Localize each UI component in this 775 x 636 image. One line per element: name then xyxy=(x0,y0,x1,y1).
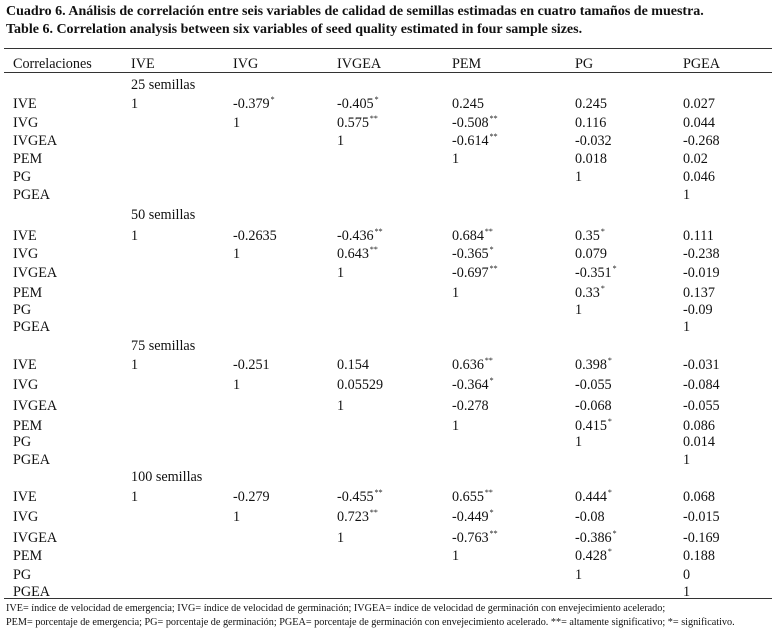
cell-value: -0.055 xyxy=(575,377,612,393)
cell-value: 1 xyxy=(337,530,345,546)
header-ive: IVE xyxy=(131,56,155,72)
table-cell xyxy=(452,357,493,373)
table-cell xyxy=(233,357,270,373)
table-cell xyxy=(337,398,344,414)
cell-value: 0.398 xyxy=(575,357,607,373)
table-cell xyxy=(337,530,344,546)
cell-value: -0.251 xyxy=(233,357,270,373)
cell-value: 1 xyxy=(575,169,583,185)
row-label-ivg: IVG xyxy=(13,377,39,393)
header-rule xyxy=(4,72,772,73)
cell-value: 1 xyxy=(131,357,139,373)
row-label-ive: IVE xyxy=(13,228,37,244)
cell-value: -0.238 xyxy=(683,246,720,262)
table-cell xyxy=(683,133,720,149)
table-cell xyxy=(575,418,612,434)
table-cell xyxy=(452,285,459,301)
table-cell xyxy=(452,489,493,505)
table-cell xyxy=(337,115,378,131)
significance-mark: * xyxy=(607,356,612,365)
row-label-pgea: PGEA xyxy=(13,452,51,468)
table-cell xyxy=(683,357,720,373)
table-cell xyxy=(452,133,498,149)
cell-value: -0.032 xyxy=(575,133,612,149)
table-cell xyxy=(337,246,378,262)
cell-value: 1 xyxy=(683,452,691,468)
cell-value: 1 xyxy=(452,151,460,167)
table-cell xyxy=(683,187,690,203)
table-cell xyxy=(683,169,715,185)
caption-english: Table 6. Correlation analysis between six variables of seed quality estimated in four sample sizes. xyxy=(6,22,583,37)
cell-value: 1 xyxy=(452,548,460,564)
cell-value: 0.018 xyxy=(575,151,607,167)
significance-mark: ** xyxy=(369,114,378,123)
header-pgea: PGEA xyxy=(683,56,721,72)
significance-mark: * xyxy=(489,245,494,254)
table-cell xyxy=(452,509,494,525)
row-label-ivg: IVG xyxy=(13,509,39,525)
table-cell xyxy=(233,115,240,131)
significance-mark: ** xyxy=(369,245,378,254)
table-cell xyxy=(683,584,690,600)
row-label-pg: PG xyxy=(13,169,32,185)
table-cell xyxy=(452,246,494,262)
row-label-pgea: PGEA xyxy=(13,187,51,203)
cell-value: 0.137 xyxy=(683,285,715,301)
significance-mark: * xyxy=(607,547,612,556)
header-ivgea: IVGEA xyxy=(337,56,382,72)
row-label-ivg: IVG xyxy=(13,246,39,262)
cell-value: 0.245 xyxy=(452,96,484,112)
significance-mark: * xyxy=(600,227,605,236)
cell-value: -0.268 xyxy=(683,133,720,149)
cell-value: -0.019 xyxy=(683,265,720,281)
table-cell xyxy=(233,489,270,505)
significance-mark: * xyxy=(612,264,617,273)
header-correlaciones: Correlaciones xyxy=(13,56,92,72)
cell-value: -0.08 xyxy=(575,509,605,525)
table-cell xyxy=(452,398,489,414)
cell-value: -0.386 xyxy=(575,530,612,546)
cell-value: -0.015 xyxy=(683,509,720,525)
bottom-rule xyxy=(4,598,772,599)
group-title: 25 semillas xyxy=(131,77,196,93)
table-cell xyxy=(683,96,715,112)
significance-mark: * xyxy=(612,529,617,538)
cell-value: 1 xyxy=(337,133,345,149)
group-title: 75 semillas xyxy=(131,338,196,354)
row-label-pem: PEM xyxy=(13,285,43,301)
table-cell xyxy=(575,246,607,262)
significance-mark: ** xyxy=(374,488,383,497)
table-cell xyxy=(683,567,690,583)
cell-value: 0.116 xyxy=(575,115,607,131)
significance-mark: ** xyxy=(484,488,493,497)
table-cell xyxy=(131,357,138,373)
cell-value: 0.245 xyxy=(575,96,607,112)
cell-value: -0.365 xyxy=(452,246,489,262)
table-caption xyxy=(6,3,772,39)
table-cell xyxy=(337,489,383,505)
table-cell xyxy=(131,228,138,244)
cell-value: 0.575 xyxy=(337,115,369,131)
table-cell xyxy=(575,530,617,546)
row-label-ive: IVE xyxy=(13,96,37,112)
cell-value: 1 xyxy=(131,96,139,112)
table-cell xyxy=(575,265,617,281)
table-cell xyxy=(337,96,379,112)
table-cell xyxy=(575,302,582,318)
cell-value: -0.351 xyxy=(575,265,612,281)
significance-mark: * xyxy=(270,95,275,104)
table-cell xyxy=(683,418,715,434)
table-cell xyxy=(337,228,383,244)
cell-value: 1 xyxy=(683,584,691,600)
table-cell xyxy=(683,246,720,262)
cell-value: 1 xyxy=(233,115,241,131)
table-cell xyxy=(575,398,612,414)
caption-spanish: Cuadro 6. Análisis de correlación entre seis variables de calidad de semillas estimadas en cuatro tamaños de muestra. xyxy=(6,4,704,19)
footnote-line-2: PEM= porcentaje de emergencia; PG= porcentaje de germinación; PGEA= porcentaje de germinación con envejecimiento acelerado. **= altamente significativo; *= significativo. xyxy=(6,617,735,628)
cell-value: 0.05529 xyxy=(337,377,384,393)
table-cell xyxy=(683,509,720,525)
cell-value: 0.027 xyxy=(683,96,715,112)
significance-mark: * xyxy=(607,417,612,426)
cell-value: 0.086 xyxy=(683,418,715,434)
cell-value: 0.079 xyxy=(575,246,607,262)
table-cell xyxy=(452,228,493,244)
cell-value: 1 xyxy=(337,265,345,281)
table-cell xyxy=(683,530,720,546)
table-cell xyxy=(575,548,612,564)
table-cell xyxy=(683,548,715,564)
cell-value: 0.044 xyxy=(683,115,715,131)
cell-value: -0.2635 xyxy=(233,228,277,244)
cell-value: -0.455 xyxy=(337,489,374,505)
table-cell xyxy=(575,228,605,244)
cell-value: -0.697 xyxy=(452,265,489,281)
table-cell xyxy=(575,509,605,525)
cell-value: 0.188 xyxy=(683,548,715,564)
cell-value: -0.09 xyxy=(683,302,713,318)
row-label-ivgea: IVGEA xyxy=(13,398,58,414)
table-cell xyxy=(131,489,138,505)
cell-value: 0.046 xyxy=(683,169,715,185)
row-label-ive: IVE xyxy=(13,489,37,505)
table-cell xyxy=(452,96,484,112)
table-cell xyxy=(575,489,612,505)
cell-value: 1 xyxy=(233,509,241,525)
significance-mark: * xyxy=(489,508,494,517)
cell-value: 0.068 xyxy=(683,489,715,505)
header-ivg: IVG xyxy=(233,56,259,72)
cell-value: 0.415 xyxy=(575,418,607,434)
cell-value: 0 xyxy=(683,567,691,583)
table-cell xyxy=(683,434,715,450)
table-cell xyxy=(683,115,715,131)
cell-value: 1 xyxy=(131,228,139,244)
table-cell xyxy=(683,285,715,301)
table-cell xyxy=(233,228,277,244)
table-cell xyxy=(233,96,275,112)
table-cell xyxy=(683,302,713,318)
cell-value: -0.449 xyxy=(452,509,489,525)
group-title: 100 semillas xyxy=(131,469,203,485)
cell-value: -0.614 xyxy=(452,133,489,149)
table-cell xyxy=(452,548,459,564)
cell-value: 1 xyxy=(683,187,691,203)
cell-value: -0.084 xyxy=(683,377,720,393)
significance-mark: ** xyxy=(489,264,498,273)
cell-value: 0.154 xyxy=(337,357,369,373)
table-cell xyxy=(575,357,612,373)
table-cell xyxy=(131,96,138,112)
table-cell xyxy=(452,115,498,131)
footnote-line-1: IVE= índice de velocidad de emergencia; IVG= índice de velocidad de germinación; IVGEA= índice de velocidad de germinación con envejecimiento acelerado; xyxy=(6,603,666,614)
table-cell xyxy=(683,228,714,244)
cell-value: 0.643 xyxy=(337,246,369,262)
row-label-pem: PEM xyxy=(13,418,43,434)
cell-value: 0.111 xyxy=(683,228,714,244)
table-cell xyxy=(575,434,582,450)
significance-mark: * xyxy=(607,488,612,497)
cell-value: 1 xyxy=(575,434,583,450)
cell-value: -0.068 xyxy=(575,398,612,414)
cell-value: 1 xyxy=(683,319,691,335)
table-cell xyxy=(575,151,607,167)
cell-value: 0.444 xyxy=(575,489,607,505)
table-cell xyxy=(337,509,378,525)
cell-value: -0.379 xyxy=(233,96,270,112)
row-label-pg: PG xyxy=(13,302,32,318)
table-cell xyxy=(575,285,605,301)
cell-value: -0.055 xyxy=(683,398,720,414)
cell-value: 0.35 xyxy=(575,228,600,244)
cell-value: 1 xyxy=(233,246,241,262)
table-footnote xyxy=(6,602,774,630)
group-title: 50 semillas xyxy=(131,207,196,223)
table-cell xyxy=(575,115,606,131)
cell-value: -0.279 xyxy=(233,489,270,505)
cell-value: -0.763 xyxy=(452,530,489,546)
cell-value: 1 xyxy=(337,398,345,414)
cell-value: 1 xyxy=(575,567,583,583)
header-pem: PEM xyxy=(452,56,482,72)
table-cell xyxy=(683,377,720,393)
row-label-ivg: IVG xyxy=(13,115,39,131)
significance-mark: ** xyxy=(489,529,498,538)
row-label-pg: PG xyxy=(13,567,32,583)
row-label-pem: PEM xyxy=(13,548,43,564)
cell-value: 0.428 xyxy=(575,548,607,564)
cell-value: 1 xyxy=(452,285,460,301)
table-cell xyxy=(683,489,715,505)
table-cell xyxy=(575,133,612,149)
significance-mark: ** xyxy=(484,356,493,365)
significance-mark: * xyxy=(489,376,494,385)
table-cell xyxy=(452,377,494,393)
cell-value: 0.33 xyxy=(575,285,600,301)
cell-value: 1 xyxy=(131,489,139,505)
cell-value: 0.636 xyxy=(452,357,484,373)
row-label-pgea: PGEA xyxy=(13,319,51,335)
table-cell xyxy=(575,567,582,583)
row-label-ivgea: IVGEA xyxy=(13,133,58,149)
significance-mark: ** xyxy=(369,508,378,517)
row-label-ivgea: IVGEA xyxy=(13,265,58,281)
cell-value: -0.405 xyxy=(337,96,374,112)
cell-value: 0.684 xyxy=(452,228,484,244)
cell-value: -0.508 xyxy=(452,115,489,131)
cell-value: -0.031 xyxy=(683,357,720,373)
table-cell xyxy=(575,169,582,185)
cell-value: 0.014 xyxy=(683,434,715,450)
cell-value: -0.364 xyxy=(452,377,489,393)
cell-value: 1 xyxy=(233,377,241,393)
table-cell xyxy=(683,398,720,414)
row-label-ivgea: IVGEA xyxy=(13,530,58,546)
table-cell xyxy=(683,319,690,335)
table-cell xyxy=(337,357,369,373)
significance-mark: ** xyxy=(489,132,498,141)
table-cell xyxy=(575,377,612,393)
cell-value: 0.02 xyxy=(683,151,708,167)
table-cell xyxy=(683,265,720,281)
table-cell xyxy=(683,151,708,167)
table-cell xyxy=(452,151,459,167)
table-cell xyxy=(683,452,690,468)
row-label-ive: IVE xyxy=(13,357,37,373)
cell-value: 1 xyxy=(575,302,583,318)
table-cell xyxy=(233,377,240,393)
cell-value: 1 xyxy=(452,418,460,434)
cell-value: 0.655 xyxy=(452,489,484,505)
significance-mark: ** xyxy=(489,114,498,123)
header-pg: PG xyxy=(575,56,594,72)
cell-value: -0.169 xyxy=(683,530,720,546)
row-label-pgea: PGEA xyxy=(13,584,51,600)
row-label-pem: PEM xyxy=(13,151,43,167)
row-label-pg: PG xyxy=(13,434,32,450)
cell-value: -0.436 xyxy=(337,228,374,244)
table-cell xyxy=(233,246,240,262)
table-cell xyxy=(337,133,344,149)
significance-mark: * xyxy=(600,284,605,293)
significance-mark: ** xyxy=(484,227,493,236)
significance-mark: ** xyxy=(374,227,383,236)
table-cell xyxy=(337,377,383,393)
cell-value: 0.723 xyxy=(337,509,369,525)
table-cell xyxy=(452,418,459,434)
table-cell xyxy=(575,96,607,112)
table-cell xyxy=(233,509,240,525)
top-rule xyxy=(4,48,772,49)
significance-mark: * xyxy=(374,95,379,104)
table-cell xyxy=(452,530,498,546)
table-cell xyxy=(452,265,498,281)
cell-value: -0.278 xyxy=(452,398,489,414)
table-cell xyxy=(337,265,344,281)
